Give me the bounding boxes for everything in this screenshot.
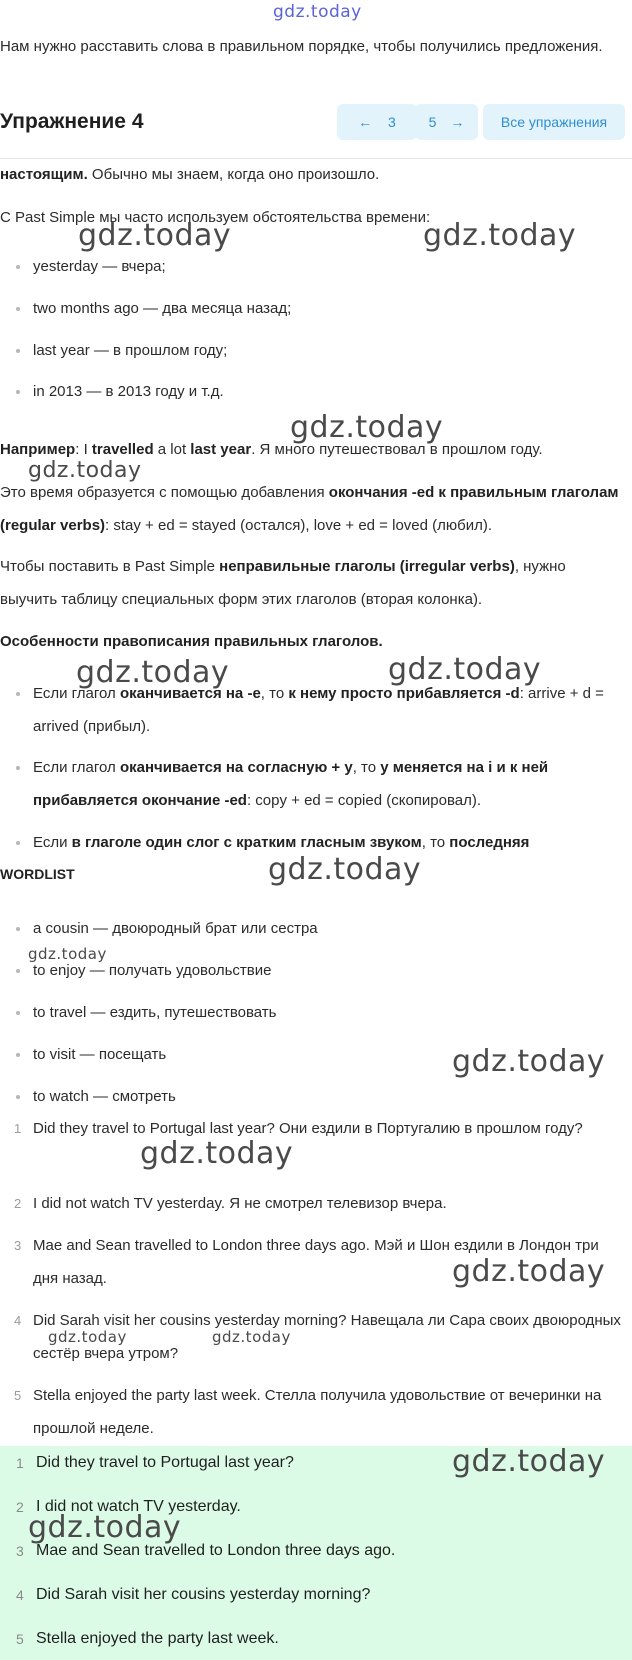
formation-paragraph: Это время образуется с помощью добавления окончания -ed к правильным глаголам (regular verbs): stay + ed = stayed (остался), love + ed = loved (любил). bbox=[0, 484, 619, 534]
next-exercise-number: 5 bbox=[428, 114, 437, 130]
irregular-paragraph: Чтобы поставить в Past Simple неправильные глаголы (irregular verbs), нужно выучить таблицу специальных форм этих глаголов (вторая колонка). bbox=[0, 558, 566, 608]
arrow-right-icon: → bbox=[450, 114, 465, 130]
answer-item: 4 Did Sarah visit her cousins yesterday morning? bbox=[16, 1586, 371, 1603]
watermark: gdz.today bbox=[48, 1328, 127, 1346]
intro-text: Нам нужно расставить слова в правильном порядке, чтобы получились предложения. bbox=[0, 38, 603, 55]
prev-exercise-number: 3 bbox=[388, 114, 396, 130]
next-exercise-button[interactable] bbox=[415, 104, 478, 140]
theory-paragraph-1: настоящим. Обычно мы знаем, когда оно произошло. bbox=[0, 166, 380, 183]
exercise-title: Упражнение 4 bbox=[0, 110, 144, 133]
list-item: Если глагол оканчивается на -e, то к нему просто прибавляется -d: arrive + d = arrived (прибыл). bbox=[0, 677, 625, 743]
watermark: gdz.today bbox=[212, 1328, 291, 1346]
watermark: gdz.today bbox=[452, 1044, 606, 1079]
prev-exercise-button[interactable] bbox=[337, 104, 417, 140]
translation-item: 3 Mae and Sean travelled to London three days ago. Мэй и Шон ездили в Лондон три дня назад. bbox=[14, 1237, 599, 1287]
translation-item: 4 Did Sarah visit her cousins yesterday morning? Навещала ли Сара своих двоюродных сестёр вчера утром? bbox=[14, 1312, 621, 1362]
watermark: gdz.today bbox=[268, 852, 422, 887]
watermark: gdz.today bbox=[452, 1254, 606, 1289]
arrow-left-icon: ← bbox=[358, 114, 373, 130]
watermark: gdz.today bbox=[28, 1510, 182, 1545]
list-item: last year — в прошлом году; bbox=[0, 334, 625, 367]
watermark: gdz.today bbox=[290, 410, 444, 445]
exercise-header bbox=[0, 104, 632, 146]
wordlist-title: WORDLIST bbox=[0, 866, 75, 882]
theory-paragraph-2: С Past Simple мы часто используем обстоятельства времени: bbox=[0, 209, 431, 226]
translation-item: 2 I did not watch TV yesterday. Я не смотрел телевизор вчера. bbox=[14, 1195, 447, 1212]
answer-item: 2 I did not watch TV yesterday. bbox=[16, 1498, 241, 1515]
list-item: to enjoy — получать удовольствие bbox=[0, 954, 625, 987]
list-item: Если глагол оканчивается на согласную + y, то y меняется на i и к ней прибавляется окончание -ed: copy + ed = copied (скопировал). bbox=[0, 751, 625, 817]
list-item: two months ago — два месяца назад; bbox=[0, 292, 625, 325]
spelling-title: Особенности правописания правильных глаголов. bbox=[0, 633, 383, 650]
list-item: to travel — ездить, путешествовать bbox=[0, 996, 625, 1029]
all-exercises-button[interactable]: Все упражнения bbox=[483, 104, 625, 140]
watermark: gdz.today bbox=[388, 652, 542, 687]
translation-item: 5 Stella enjoyed the party last week. Стелла получила удовольствие от вечеринки на прошлой неделе. bbox=[14, 1387, 602, 1437]
list-item: to watch — смотреть bbox=[0, 1080, 625, 1113]
list-item: yesterday — вчера; bbox=[0, 250, 625, 283]
watermark: gdz.today bbox=[452, 1444, 606, 1479]
watermark: gdz.today bbox=[28, 945, 107, 963]
watermark: gdz.today bbox=[423, 218, 577, 253]
watermark: gdz.today bbox=[78, 218, 232, 253]
site-logo-watermark: gdz.today bbox=[273, 2, 362, 22]
watermark: gdz.today bbox=[140, 1136, 294, 1171]
answer-item: 5 Stella enjoyed the party last week. bbox=[16, 1630, 279, 1647]
answer-item: 3 Mae and Sean travelled to London three days ago. bbox=[16, 1542, 396, 1559]
answer-item: 1 Did they travel to Portugal last year? bbox=[16, 1454, 294, 1471]
list-item: in 2013 — в 2013 году и т.д. bbox=[0, 375, 625, 408]
watermark: gdz.today bbox=[28, 458, 142, 483]
translation-item: 1 Did they travel to Portugal last year? Они ездили в Португалию в прошлом году? bbox=[14, 1120, 583, 1137]
list-item: to visit — посещать bbox=[0, 1038, 625, 1071]
example-sentence: Например: I travelled a lot last year. Я много путешествовал в прошлом году. bbox=[0, 441, 543, 458]
watermark: gdz.today bbox=[76, 655, 230, 690]
list-item: Если в глаголе один слог с кратким гласным звуком, то последняя bbox=[0, 826, 625, 859]
list-item: a cousin — двоюродный брат или сестра bbox=[0, 912, 625, 945]
